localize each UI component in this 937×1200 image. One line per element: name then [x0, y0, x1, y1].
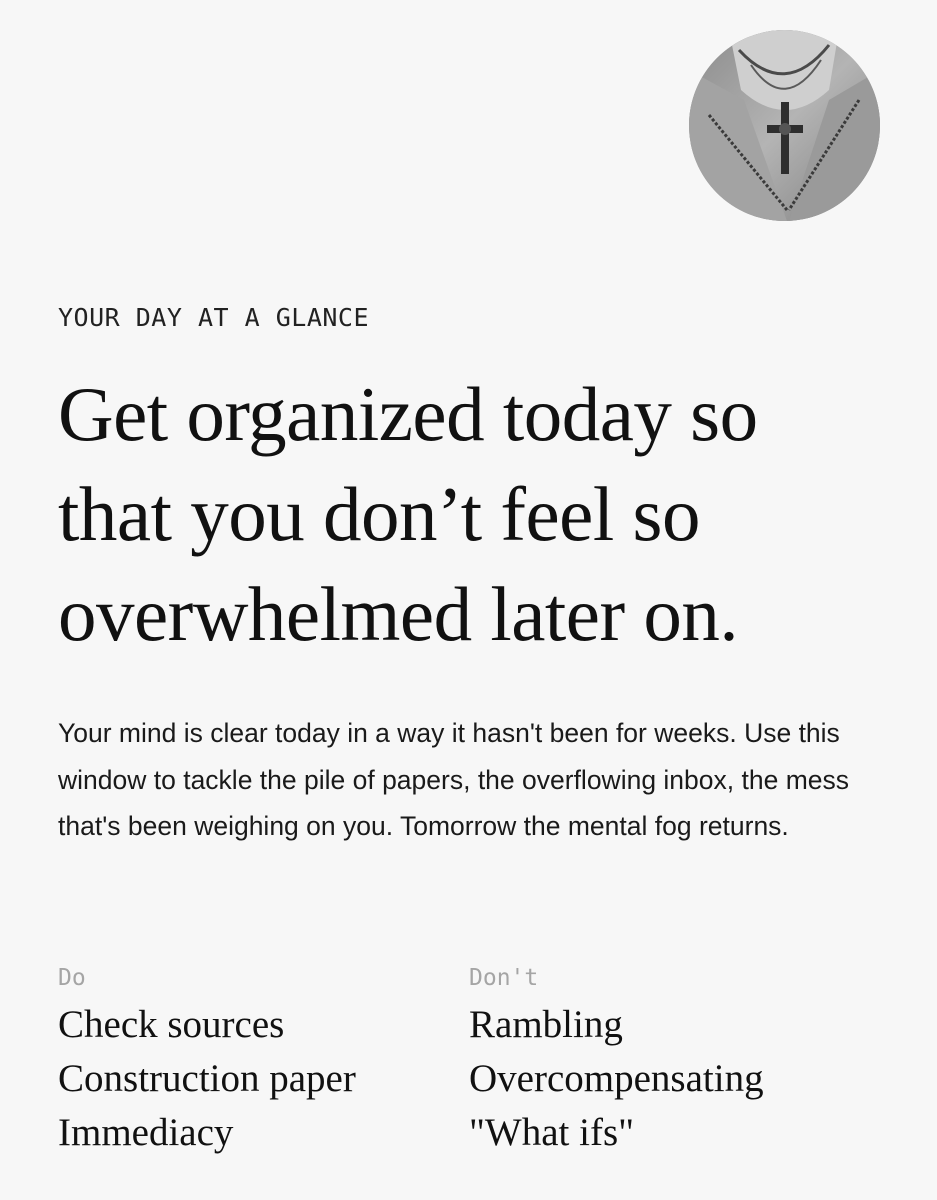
- do-column: [58, 962, 356, 1160]
- do-list-item: Check sources: [58, 1003, 285, 1046]
- do-list-item: Construction paper: [58, 1057, 356, 1100]
- dont-list: [469, 998, 764, 1160]
- dont-list-item: Rambling: [469, 1003, 623, 1046]
- dont-list-item: "What ifs": [469, 1111, 635, 1154]
- do-label: Do: [58, 965, 86, 991]
- do-list: [58, 998, 356, 1160]
- section-eyebrow: YOUR DAY AT A GLANCE: [58, 303, 370, 332]
- description-text: Your mind is clear today in a way it hasn't been for weeks. Use this window to tackle the pile of papers, the overflowing inbox, the mess that's been weighing on you. Tomorrow the mental fog returns.: [58, 718, 850, 841]
- dont-list-item: Overcompensating: [469, 1057, 764, 1100]
- dont-column: [469, 962, 764, 1160]
- dont-label: Don't: [469, 965, 539, 991]
- do-list-item: Immediacy: [58, 1111, 234, 1154]
- avatar-photo: [689, 30, 880, 221]
- page-title: Get organized today so that you don’t feel so overwhelmed later on.: [58, 371, 758, 657]
- avatar[interactable]: [689, 30, 880, 221]
